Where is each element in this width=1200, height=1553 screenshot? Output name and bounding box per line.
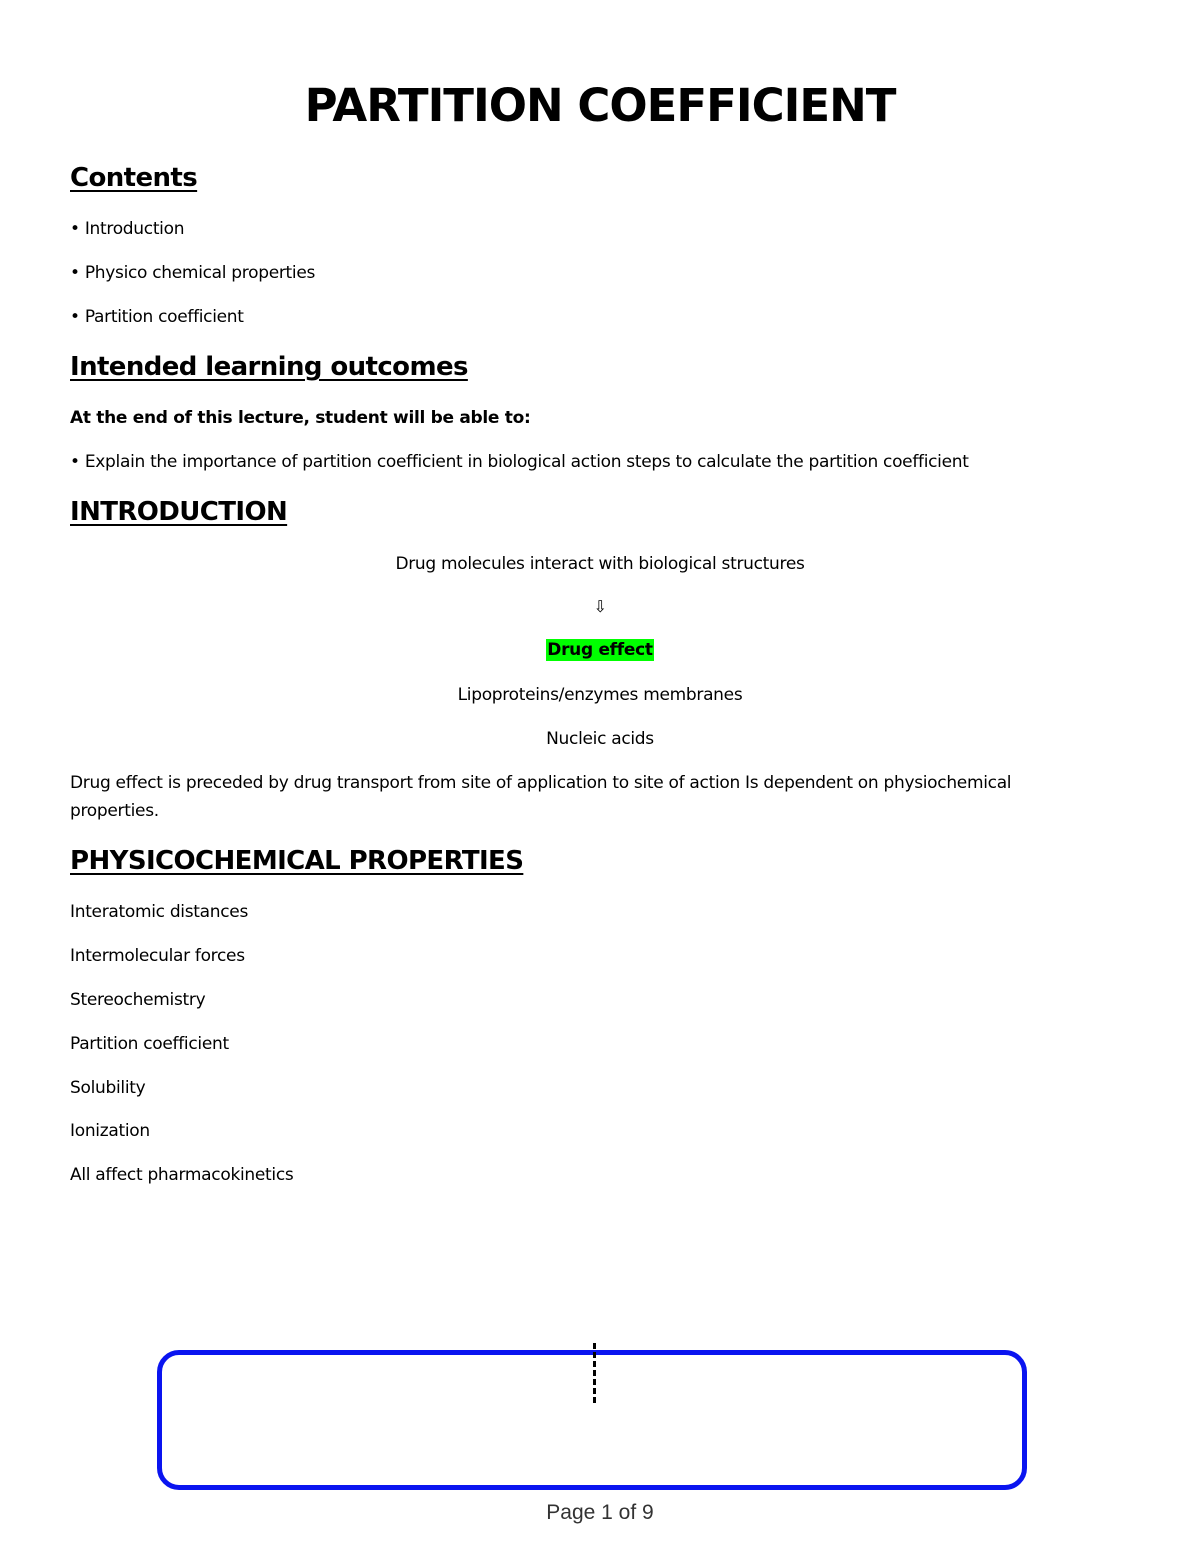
outcomes-heading: Intended learning outcomes — [70, 352, 468, 382]
outcomes-item: • Explain the importance of partition coefficient in biological action steps to calculate the partition coefficient — [70, 452, 969, 472]
property-item: All affect pharmacokinetics — [70, 1165, 294, 1185]
page-title: PARTITION COEFFICIENT — [304, 79, 896, 132]
contents-item-partition-coefficient: • Partition coefficient — [70, 307, 244, 327]
down-arrow-icon: ⇩ — [593, 597, 607, 616]
intro-line-nucleic-acids: Nucleic acids — [546, 729, 654, 749]
physicochemical-heading: PHYSICOCHEMICAL PROPERTIES — [70, 846, 524, 876]
property-item: Ionization — [70, 1121, 150, 1141]
property-item: Intermolecular forces — [70, 946, 245, 966]
property-item: Partition coefficient — [70, 1034, 229, 1054]
outcomes-lead: At the end of this lecture, student will be able to: — [70, 408, 531, 428]
drug-effect-highlight: Drug effect — [547, 640, 653, 660]
intro-line-interaction: Drug molecules interact with biological structures — [395, 554, 805, 574]
introduction-heading: INTRODUCTION — [70, 497, 288, 527]
footer-box — [157, 1350, 1027, 1490]
intro-line-lipoproteins: Lipoproteins/enzymes membranes — [457, 685, 743, 705]
contents-heading: Contents — [70, 163, 198, 193]
intro-paragraph: Drug effect is preceded by drug transport from site of application to site of action Is dependent on physiochemical properties. — [70, 773, 1012, 821]
text-cursor-icon — [593, 1343, 600, 1403]
drug-effect-label — [0, 636, 1200, 664]
property-item: Solubility — [70, 1078, 146, 1098]
page-number: Page 1 of 9 — [546, 1501, 654, 1524]
property-item: Interatomic distances — [70, 902, 249, 922]
contents-item-introduction: • Introduction — [70, 219, 185, 239]
contents-item-physico-chemical: • Physico chemical properties — [70, 263, 316, 283]
property-item: Stereochemistry — [70, 990, 206, 1010]
